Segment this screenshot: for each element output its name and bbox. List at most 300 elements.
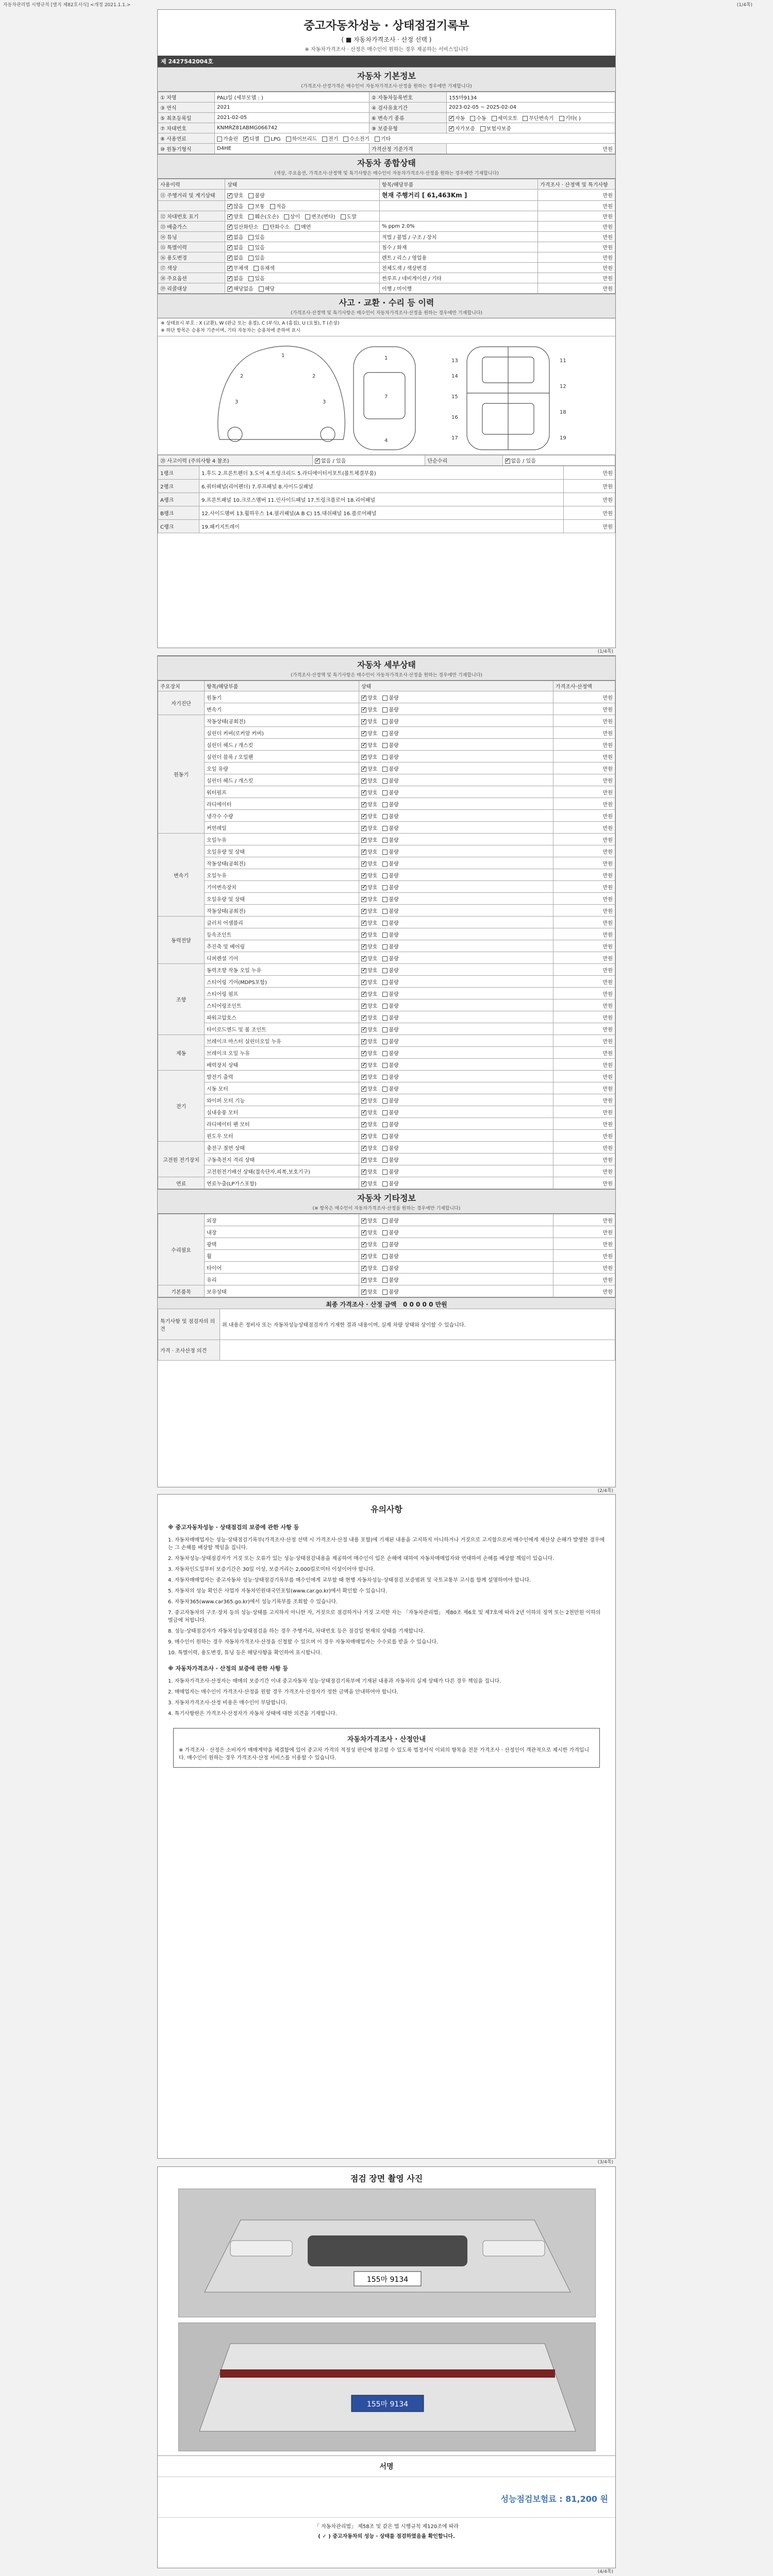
- option: [492, 116, 518, 122]
- checkbox-icon[interactable]: [382, 743, 388, 748]
- checkbox-icon[interactable]: [361, 1266, 366, 1271]
- checkbox-icon[interactable]: [341, 214, 346, 219]
- option-label: 불량: [389, 1110, 399, 1116]
- item-state: [359, 762, 553, 774]
- item-state: [359, 774, 553, 786]
- checkbox-icon[interactable]: [361, 1027, 366, 1032]
- checkbox-icon[interactable]: [361, 933, 366, 938]
- group-label: 자기진단: [158, 691, 205, 715]
- option-label: 불량: [389, 1074, 399, 1080]
- checkbox-icon[interactable]: [382, 1098, 388, 1104]
- item-state: [359, 1274, 553, 1285]
- checkbox-icon[interactable]: [361, 1063, 366, 1068]
- checkbox-icon[interactable]: [361, 1122, 366, 1127]
- notice-section-2: ※ 자동차가격조사 · 산정의 보증에 관한 사항 등: [168, 1665, 288, 1672]
- serial-number: 제 2427542004호: [158, 56, 615, 67]
- option-label: 보험사보증: [486, 126, 511, 132]
- row-price: 만원: [538, 232, 615, 242]
- option-label: 불량: [389, 968, 399, 974]
- checkbox-icon[interactable]: [361, 944, 366, 950]
- checkbox-icon[interactable]: [382, 1181, 388, 1187]
- checkbox-icon[interactable]: [243, 137, 248, 142]
- table-row: [158, 480, 615, 493]
- checkbox-icon[interactable]: [382, 956, 388, 961]
- accident-history-state: [313, 455, 425, 466]
- table-row: [158, 1142, 615, 1154]
- checkbox-icon[interactable]: [470, 116, 475, 121]
- option: [361, 1170, 377, 1175]
- checkbox-icon[interactable]: [361, 885, 366, 890]
- checkbox-icon[interactable]: [343, 137, 348, 142]
- checkbox-icon[interactable]: [449, 126, 454, 131]
- checkbox-icon[interactable]: [382, 1290, 388, 1295]
- basic-info-header: 자동차 기본정보: [158, 67, 615, 81]
- option: [382, 1098, 398, 1104]
- checkbox-icon[interactable]: [382, 826, 388, 831]
- checkbox-icon[interactable]: [361, 1181, 366, 1187]
- item-state: [359, 1130, 553, 1142]
- checkbox-icon[interactable]: [248, 235, 254, 240]
- option: [305, 214, 335, 220]
- option: [382, 1218, 398, 1224]
- sign-area: [158, 2455, 615, 2539]
- checkbox-icon[interactable]: [361, 909, 366, 914]
- svg-text:15: 15: [451, 394, 458, 400]
- option-label: 가솔린: [223, 137, 238, 142]
- checkbox-icon[interactable]: [248, 256, 254, 261]
- option-label: 양호: [367, 707, 378, 713]
- table-row: [158, 905, 615, 917]
- option-label: 불량: [389, 1145, 399, 1151]
- option: [322, 137, 338, 142]
- group-label: 동력전달: [158, 917, 205, 964]
- checkbox-icon[interactable]: [382, 992, 388, 997]
- checkbox-icon[interactable]: [361, 861, 366, 867]
- option: [382, 1027, 398, 1033]
- checkbox-icon[interactable]: [361, 921, 366, 926]
- option-label: 양호: [367, 861, 378, 867]
- item-label: 발전기 출력: [205, 1071, 359, 1082]
- option-label: 양호: [367, 1027, 378, 1033]
- checkbox-icon[interactable]: [248, 245, 254, 250]
- group-label: 연료: [158, 1177, 205, 1189]
- checkbox-icon[interactable]: [382, 1087, 388, 1092]
- checkbox-icon[interactable]: [361, 1230, 366, 1235]
- item-state: [359, 845, 553, 857]
- checkbox-icon[interactable]: [361, 980, 366, 985]
- checkbox-icon[interactable]: [382, 944, 388, 950]
- item-label: 실린더 커버(로커암 커버): [205, 727, 359, 739]
- row-label: ⑲ 리콜대상: [158, 283, 225, 294]
- option-label: 전기: [328, 137, 339, 142]
- car-name-value: PALI일 (세부모델 : ): [215, 92, 369, 103]
- checkbox-icon[interactable]: [361, 826, 366, 831]
- checkbox-icon[interactable]: [382, 921, 388, 926]
- checkbox-icon[interactable]: [382, 755, 388, 760]
- option: [227, 204, 243, 210]
- option: [382, 1158, 398, 1163]
- checkbox-icon[interactable]: [264, 137, 270, 142]
- checkbox-icon[interactable]: [361, 1051, 366, 1056]
- item-state: [359, 1118, 553, 1130]
- checkbox-icon[interactable]: [361, 755, 366, 760]
- checkbox-icon[interactable]: [382, 731, 388, 736]
- checkbox-icon[interactable]: [382, 1110, 388, 1115]
- checkbox-icon[interactable]: [361, 992, 366, 997]
- checkbox-icon[interactable]: [382, 1146, 388, 1151]
- checkbox-icon[interactable]: [361, 968, 366, 973]
- table-row: [158, 964, 615, 976]
- notice-item: 4. 특기사항란은 가격조사·산정자가 자동차 상태에 대한 의견을 기재합니다.: [168, 1711, 337, 1717]
- option-label: 양호: [367, 873, 378, 879]
- accident-state-text: 없음 / 있음: [321, 459, 346, 464]
- option-label: 불량: [389, 1169, 399, 1175]
- checkbox-icon[interactable]: [382, 968, 388, 973]
- checkbox-icon[interactable]: [248, 214, 254, 219]
- checkbox-icon[interactable]: [382, 814, 388, 819]
- checkbox-icon[interactable]: [361, 1015, 366, 1021]
- item-label: 스티어링조인트: [205, 999, 359, 1011]
- group-label: 고전원 전기장치: [158, 1142, 205, 1177]
- checkbox-icon[interactable]: [361, 956, 366, 961]
- option-label: 양호: [367, 1242, 378, 1248]
- option-label: 불량: [389, 1218, 399, 1224]
- checkbox-icon[interactable]: [382, 897, 388, 902]
- column-header: 항목/해당부품: [205, 681, 359, 691]
- checkbox-icon[interactable]: [449, 116, 454, 121]
- option: [382, 1146, 398, 1151]
- front-car-image: [179, 2189, 596, 2317]
- checkbox-icon[interactable]: [382, 873, 388, 878]
- checkbox-icon[interactable]: [322, 137, 327, 142]
- option-label: 양호: [367, 766, 378, 772]
- checkbox-icon[interactable]: [361, 743, 366, 748]
- item-price: 만원: [553, 1165, 615, 1177]
- item-label: 타이어: [205, 1262, 359, 1274]
- item-state: [359, 964, 553, 976]
- option-label: 불량: [389, 754, 399, 760]
- item-label: 워터펌프: [205, 786, 359, 798]
- row-detail: 렌트 / 리스 / 영업용: [380, 252, 538, 263]
- table-row: [158, 273, 615, 283]
- option-label: 불량: [389, 766, 399, 772]
- table-row: [158, 834, 615, 845]
- checkbox-icon[interactable]: [382, 1051, 388, 1056]
- parts-price: 만원: [564, 466, 615, 480]
- car-name-label: ① 차명: [158, 92, 215, 103]
- option-label: 수동: [476, 116, 486, 122]
- checkbox-icon[interactable]: [361, 696, 366, 701]
- checkbox-icon[interactable]: [361, 1004, 366, 1009]
- checkbox-icon[interactable]: [361, 850, 366, 855]
- item-state: [359, 976, 553, 988]
- checkbox-icon[interactable]: [382, 838, 388, 843]
- option-label: 양호: [367, 956, 378, 962]
- option-label: 양호: [367, 1133, 378, 1140]
- table-row: [158, 1238, 615, 1250]
- option-label: 불량: [389, 1230, 399, 1236]
- option-label: 기타: [380, 137, 391, 142]
- checkbox-icon[interactable]: [382, 1170, 388, 1175]
- option: [382, 1004, 398, 1009]
- option-label: 불량: [389, 908, 399, 914]
- checkbox-icon[interactable]: [315, 459, 320, 464]
- option: [382, 707, 398, 713]
- item-state: [359, 786, 553, 798]
- item-price: 만원: [553, 1071, 615, 1082]
- option-label: 양호: [233, 214, 244, 220]
- summary-sub: (색상, 주요옵션, 가격조사·산정액 및 특기사항은 매수인이 자동차가격조사·산정을 원하는 경우에만 기재합니다): [158, 168, 615, 179]
- item-price: 만원: [553, 845, 615, 857]
- table-row: [158, 1023, 615, 1035]
- price-info-box: [173, 1728, 600, 1768]
- checkbox-icon[interactable]: [361, 778, 366, 784]
- checkbox-icon[interactable]: [263, 225, 268, 230]
- checkbox-icon[interactable]: [284, 214, 289, 219]
- option-label: 불량: [389, 1039, 399, 1045]
- option-label: 불량: [389, 979, 399, 986]
- checkbox-icon[interactable]: [259, 286, 264, 292]
- item-price: 만원: [553, 952, 615, 964]
- checkbox-icon[interactable]: [382, 909, 388, 914]
- row-detail: 적법 / 불법 / 구조 / 장치: [380, 232, 538, 242]
- item-label: 동력조향 작동 오일 누유: [205, 964, 359, 976]
- option-label: 없음: [233, 256, 244, 261]
- plate-label: ② 자동차등록번호: [369, 92, 447, 103]
- checkbox-icon[interactable]: [382, 1158, 388, 1163]
- item-state: [359, 881, 553, 893]
- checkbox-icon[interactable]: [361, 1098, 366, 1104]
- option: [248, 235, 264, 241]
- checkbox-icon[interactable]: [227, 235, 232, 240]
- option: [361, 1027, 377, 1033]
- checkbox-icon[interactable]: [382, 1004, 388, 1009]
- checkbox-icon[interactable]: [227, 256, 232, 261]
- item-state: [359, 1177, 553, 1189]
- checkbox-icon[interactable]: [361, 767, 366, 772]
- checkbox-icon[interactable]: [227, 193, 232, 198]
- checkbox-icon[interactable]: [523, 116, 528, 121]
- option-label: 불량: [389, 1062, 399, 1069]
- checkbox-icon[interactable]: [382, 696, 388, 701]
- option: [361, 897, 377, 903]
- checkbox-icon[interactable]: [227, 214, 232, 219]
- option-label: 양호: [367, 1122, 378, 1128]
- checkbox-icon[interactable]: [505, 459, 510, 464]
- notice-item: 2. 매매업자는 매수인이 가격조사·산정을 원할 경우 가격조사·산정자가 정한 금액을 안내하여야 합니다.: [168, 1689, 398, 1695]
- option-label: 불량: [389, 1242, 399, 1248]
- option-label: 양호: [367, 908, 378, 914]
- checkbox-icon[interactable]: [382, 1122, 388, 1127]
- table-row: [158, 283, 615, 294]
- checkbox-icon[interactable]: [361, 790, 366, 795]
- item-label: 등속조인트: [205, 928, 359, 940]
- notice-item: 8. 성능·상태점검자가 자동차성능상태점검을 하는 경우 주행거리, 차대번호 등은 점검일 현재의 상태를 기재합니다.: [168, 1629, 425, 1634]
- checkbox-icon[interactable]: [382, 790, 388, 795]
- table-row: [158, 1118, 615, 1130]
- checkbox-icon[interactable]: [305, 214, 310, 219]
- special-label: 특기사항 및 점검자의 의견: [158, 1309, 220, 1340]
- option-label: 수소전기: [349, 137, 369, 142]
- option: [382, 1278, 398, 1283]
- checkbox-icon[interactable]: [382, 1266, 388, 1271]
- checkbox-icon[interactable]: [361, 1290, 366, 1295]
- item-price: 만원: [553, 1130, 615, 1142]
- checkbox-icon[interactable]: [361, 731, 366, 736]
- option-label: 양호: [367, 979, 378, 986]
- checkbox-icon[interactable]: [382, 707, 388, 713]
- checkbox-icon[interactable]: [361, 1110, 366, 1115]
- checkbox-icon[interactable]: [382, 850, 388, 855]
- table-row: [158, 1165, 615, 1177]
- option-label: 양호: [367, 1218, 378, 1224]
- checkbox-icon[interactable]: [295, 225, 300, 230]
- option: [382, 992, 398, 997]
- checkbox-icon[interactable]: [382, 1027, 388, 1032]
- checkbox-icon[interactable]: [361, 814, 366, 819]
- checkbox-icon[interactable]: [382, 719, 388, 724]
- option-label: 불량: [389, 731, 399, 737]
- checkbox-icon[interactable]: [382, 885, 388, 890]
- table-row: [158, 1094, 615, 1106]
- item-state: [359, 751, 553, 762]
- checkbox-icon[interactable]: [361, 897, 366, 902]
- checkbox-icon[interactable]: [382, 1075, 388, 1080]
- checkbox-icon[interactable]: [361, 1039, 366, 1044]
- item-state: [359, 928, 553, 940]
- checkbox-icon[interactable]: [382, 767, 388, 772]
- price-opinion-value: [220, 1340, 615, 1361]
- checkbox-icon[interactable]: [492, 116, 497, 121]
- checkbox-icon[interactable]: [286, 137, 291, 142]
- option-label: 불량: [389, 944, 399, 950]
- checkbox-icon[interactable]: [361, 1242, 366, 1247]
- checkbox-icon[interactable]: [248, 204, 254, 209]
- table-row: [158, 252, 615, 263]
- checkbox-icon[interactable]: [382, 1218, 388, 1224]
- checkbox-icon[interactable]: [227, 204, 232, 209]
- checkbox-icon[interactable]: [361, 1218, 366, 1224]
- checkbox-icon[interactable]: [361, 802, 366, 807]
- checkbox-icon[interactable]: [559, 116, 564, 121]
- column-header: 사용이력: [158, 179, 225, 190]
- checkbox-icon[interactable]: [480, 126, 485, 131]
- option: [248, 204, 264, 210]
- parts-items: 19.패키지트레이: [199, 520, 564, 533]
- checkbox-icon[interactable]: [382, 1278, 388, 1283]
- table-row: [158, 999, 615, 1011]
- item-price: 만원: [553, 810, 615, 822]
- checkbox-icon[interactable]: [382, 1039, 388, 1044]
- item-label: 실내송풍 모터: [205, 1106, 359, 1118]
- checkbox-icon[interactable]: [361, 1146, 366, 1151]
- parts-items: 6.쿼터패널(리어펜더) 7.루프패널 8.사이드실패널: [199, 480, 564, 493]
- option-label: 불량: [389, 695, 399, 701]
- option-label: 해당없음: [233, 286, 254, 292]
- final-price-value: 0 0 0 0 0 만원: [402, 1301, 447, 1308]
- checkbox-icon[interactable]: [382, 933, 388, 938]
- item-label: 구동축전지 격리 상태: [205, 1154, 359, 1165]
- checkbox-icon[interactable]: [270, 204, 275, 209]
- checkbox-icon[interactable]: [361, 1170, 366, 1175]
- item-label: 광택: [205, 1238, 359, 1250]
- checkbox-icon[interactable]: [382, 861, 388, 867]
- checkbox-icon[interactable]: [361, 1158, 366, 1163]
- checkbox-icon[interactable]: [361, 1254, 366, 1259]
- checkbox-icon[interactable]: [361, 873, 366, 878]
- checkbox-icon[interactable]: [254, 266, 259, 271]
- item-price: 만원: [553, 1214, 615, 1226]
- item-label: 외장: [205, 1214, 359, 1226]
- etc-table: [158, 1214, 615, 1297]
- checkbox-icon[interactable]: [382, 778, 388, 784]
- option-label: 양호: [367, 885, 378, 891]
- item-label: 충전구 절연 상태: [205, 1142, 359, 1154]
- checkbox-icon[interactable]: [375, 137, 380, 142]
- checkbox-icon[interactable]: [227, 286, 232, 292]
- checkbox-icon[interactable]: [382, 1134, 388, 1139]
- checkbox-icon[interactable]: [361, 1087, 366, 1092]
- option-label: 불량: [389, 1133, 399, 1140]
- checkbox-icon[interactable]: [382, 802, 388, 807]
- checkbox-icon[interactable]: [227, 225, 232, 230]
- table-row: [158, 1106, 615, 1118]
- option: [361, 719, 377, 725]
- checkbox-icon[interactable]: [382, 1242, 388, 1247]
- sign-box: [158, 2477, 615, 2518]
- checkbox-icon[interactable]: [382, 1063, 388, 1068]
- item-price: 만원: [553, 1285, 615, 1297]
- item-label: 스티어링 펌프: [205, 988, 359, 999]
- checkbox-icon[interactable]: [361, 1075, 366, 1080]
- option: [361, 802, 377, 808]
- checkbox-icon[interactable]: [382, 1230, 388, 1235]
- table-row: [158, 242, 615, 252]
- parts-price: 만원: [564, 506, 615, 520]
- checkbox-icon[interactable]: [361, 838, 366, 843]
- option: [361, 1146, 377, 1151]
- checkbox-icon[interactable]: [361, 1134, 366, 1139]
- checkbox-icon[interactable]: [227, 245, 232, 250]
- item-label: 오일 유량: [205, 762, 359, 774]
- checkbox-icon[interactable]: [227, 276, 232, 281]
- checkbox-icon[interactable]: [361, 707, 366, 713]
- option-label: 없음: [233, 235, 244, 241]
- parts-items: 1.후드 2.프론트펜더 3.도어 4.트렁크리드 5.라디에이터서포트(볼트체결부품): [199, 466, 564, 480]
- svg-text:11: 11: [560, 358, 566, 364]
- option-label: 불량: [389, 932, 399, 938]
- option: [382, 802, 398, 808]
- option: [382, 861, 398, 867]
- option: [248, 245, 264, 251]
- checkbox-icon[interactable]: [248, 193, 254, 198]
- option-label: 불량: [389, 742, 399, 749]
- table-row: [158, 1250, 615, 1262]
- checkbox-icon[interactable]: [361, 719, 366, 724]
- option: [343, 137, 369, 142]
- option: [227, 193, 243, 199]
- checkbox-icon[interactable]: [382, 1254, 388, 1259]
- checkbox-icon[interactable]: [217, 137, 222, 142]
- option: [361, 1230, 377, 1236]
- checkbox-icon[interactable]: [382, 980, 388, 985]
- checkbox-icon[interactable]: [248, 276, 254, 281]
- item-price: 만원: [553, 940, 615, 952]
- checkbox-icon[interactable]: [382, 1015, 388, 1021]
- checkbox-icon[interactable]: [361, 1278, 366, 1283]
- checkbox-icon[interactable]: [227, 266, 232, 271]
- notice-header: 유의사항: [371, 1504, 402, 1514]
